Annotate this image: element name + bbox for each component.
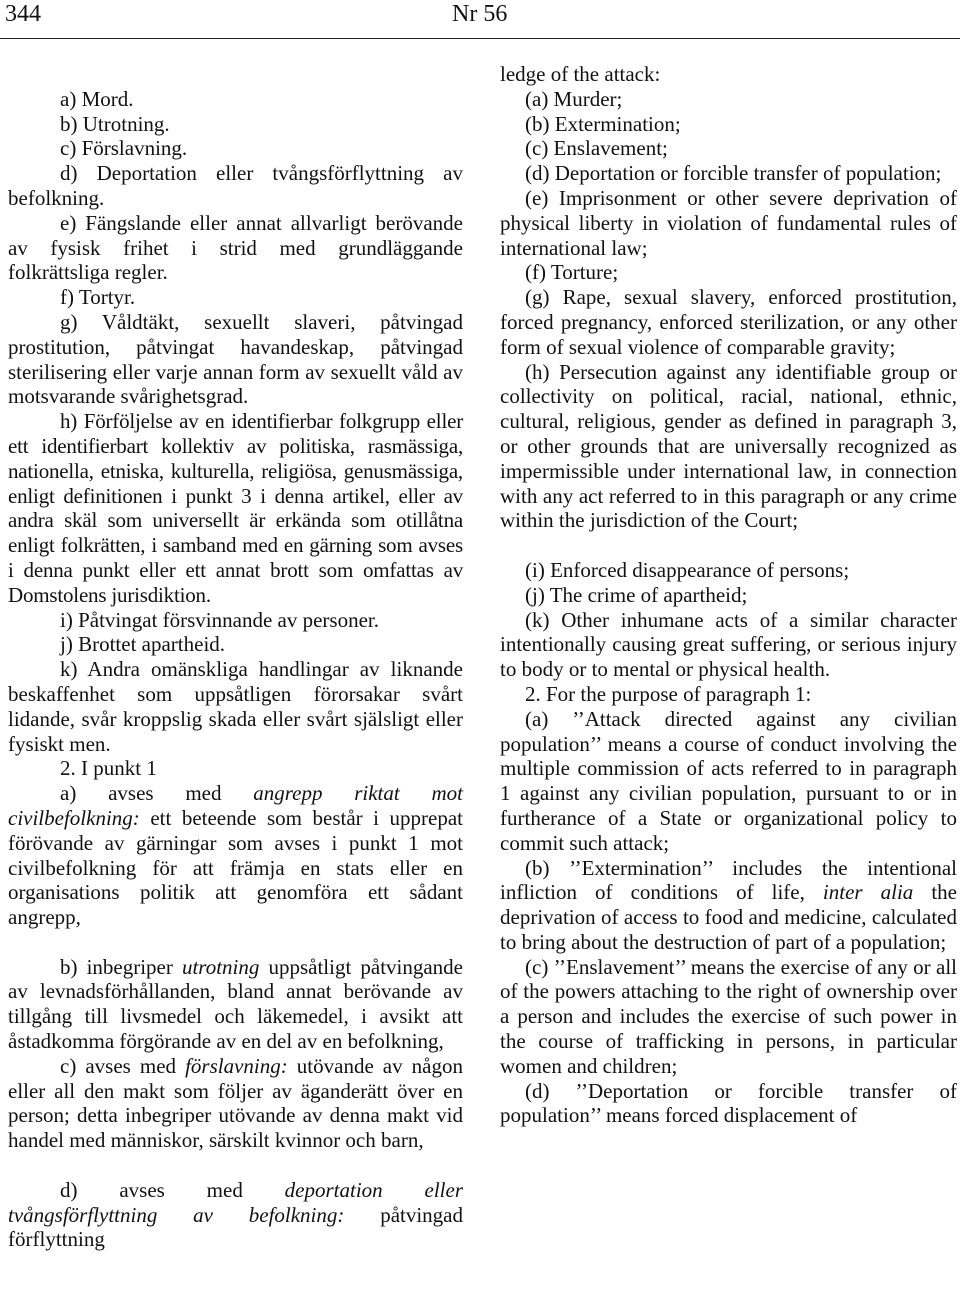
item-e-sv: e) Fängslande eller annat allvarligt berövande av fysisk frihet i strid med grundläggande folkrättsliga regler. [8,210,463,285]
item-2b-sv [8,955,463,1054]
item-2d-sv-post: påtvingad förflyttning [8,1202,463,1252]
item-h-sv: h) Förföljelse av en identifierbar folkgrupp eller ett identifierbart kollektiv av politiska, rasmässiga, nationella, etniska, kulturella, religiösa, genusmässiga, enligt definitionen i punkt 3 i denna artikel, eller av andra skäl som universellt är erkända som otillåtna enligt folkrätten, i samband med en gärning som avses i denna punkt eller ett annat brott som omfattas av Domstolens jurisdiktion. [8,409,463,607]
swedish-column [8,62,463,1252]
item-a-en: (a) Murder; [525,86,623,111]
item-f-en: (f) Torture; [525,260,619,285]
item-2a-sv-pre: a) avses med [60,781,254,806]
item-g-en: (g) Rape, sexual slavery, enforced prostitution, forced pregnancy, enforced sterilization, or any other form of sexual violence of comparable gravity; [500,285,957,359]
item-2b-en-pre: (b) ’’Extermination’’ includes the intentional infliction of conditions of life, [500,855,957,905]
item-d-sv: d) Deportation eller tvångsförflyttning av befolkning. [8,161,463,210]
spacer [8,62,463,87]
item-2d-sv [8,1178,463,1252]
item-2b-sv-pre: b) inbegriper [60,954,182,979]
item-c-en: (c) Enslavement; [525,136,668,161]
item-2c-sv-post: utövande av någon eller all den makt som följer av äganderätt över en person; detta inbegriper utövande av denna makt vid handel med människor, särskilt kvinnor och barn, [8,1053,463,1153]
item-j-sv: j) Brottet apartheid. [60,632,226,657]
item-2a-en: (a) ’’Attack directed against any civilian population’’ means a course of conduct involving the multiple commission of acts referred to in paragraph 1 against any civilian population, pursuant to or in furtherance of a State or organizational policy to commit such attack; [500,706,957,855]
spacer [8,1153,463,1178]
item-2b-en [500,856,957,955]
item-j-en: (j) The crime of apartheid; [525,582,748,607]
item-a-sv: a) Mord. [60,86,134,111]
item-i-sv: i) Påtvingat försvinnande av personer. [60,607,379,632]
item-2c-sv-pre: c) avses med [60,1053,186,1078]
page-header [0,0,960,40]
english-column [500,62,957,1128]
item-2a-sv-post: ett beteende som består i upprepat förövande av gärningar som avses i punkt 1 mot civilbefolkning för att främja en stats eller en organisations politik att genomföra ett sådant angrepp, [8,805,463,930]
item-2b-sv-term: utrotning [181,954,260,979]
item-2c-sv-term: förslavning: [185,1053,288,1078]
item-2c-en: (c) ’’Enslavement’’ means the exercise of any or all of the powers attaching to the right of ownership over a person and includes the exercise of such power in the course of trafficking in persons, in particular women and children; [500,954,957,1078]
continued-text-en: ledge of the attack: [500,62,661,86]
item-k-sv: k) Andra omänskliga handlingar av liknande beskaffenhet som uppsåtligen förorsakar svårt lidande, svår kroppslig skada eller svårt själsligt eller fysiskt men. [8,657,463,756]
paragraph-2-en: 2. For the purpose of paragraph 1: [525,681,812,706]
spacer [8,930,463,955]
item-2b-sv-post: uppsåtligt påtvingande av levnadsförhållanden, bland annat berövande av tillgång till livsmedel och läkemedel, i avsikt att åstadkomma förgörande av en del av en befolkning, [8,954,464,1054]
item-f-sv: f) Tortyr. [60,285,136,310]
item-2a-sv [8,781,463,930]
item-e-en: (e) Imprisonment or other severe deprivation of physical liberty in violation of fundamental rules of international law; [500,185,957,260]
spacer [500,533,957,558]
item-b-sv: b) Utrotning. [60,111,170,136]
item-2d-sv-pre: d) avses med [60,1177,285,1202]
header-rule [0,38,960,39]
item-c-sv: c) Förslavning. [60,136,188,161]
item-2d-sv-term: deportation eller tvångsförflyttning av befolkning: [8,1177,463,1227]
item-k-en: (k) Other inhumane acts of a similar character intentionally causing great suffering, or serious injury to body or to mental or physical health. [500,607,957,682]
item-2b-en-term: inter alia [822,880,914,905]
item-h-en: (h) Persecution against any identifiable group or collectivity on political, racial, national, ethnic, cultural, religious, gender as defined in paragraph 3, or other grounds that are universally recognized as impermissible under international law, in connection with any act referred to in this paragraph or any crime within the jurisdiction of the Court; [500,359,957,533]
issue-number: Nr 56 [452,1,508,27]
page-number: 344 [5,1,41,27]
item-g-sv: g) Våldtäkt, sexuellt slaveri, påtvingad prostitution, påtvingat havandeskap, påtvingad sterilisering eller varje annan form av sexuellt våld av motsvarande svårighetsgrad. [8,309,463,409]
item-2c-sv [8,1054,463,1153]
paragraph-2-sv: 2. I punkt 1 [60,756,157,781]
item-2d-en: (d) ’’Deportation or forcible transfer of population’’ means forced displacement of [500,1078,957,1128]
item-d-en: (d) Deportation or forcible transfer of population; [525,161,942,186]
item-2b-en-post: the deprivation of access to food and medicine, calculated to bring about the destruction of part of a population; [500,880,957,954]
item-i-en: (i) Enforced disappearance of persons; [525,557,850,582]
item-b-en: (b) Extermination; [525,111,681,136]
item-2a-sv-term: angrepp riktat mot civilbefolkning: [8,781,463,830]
